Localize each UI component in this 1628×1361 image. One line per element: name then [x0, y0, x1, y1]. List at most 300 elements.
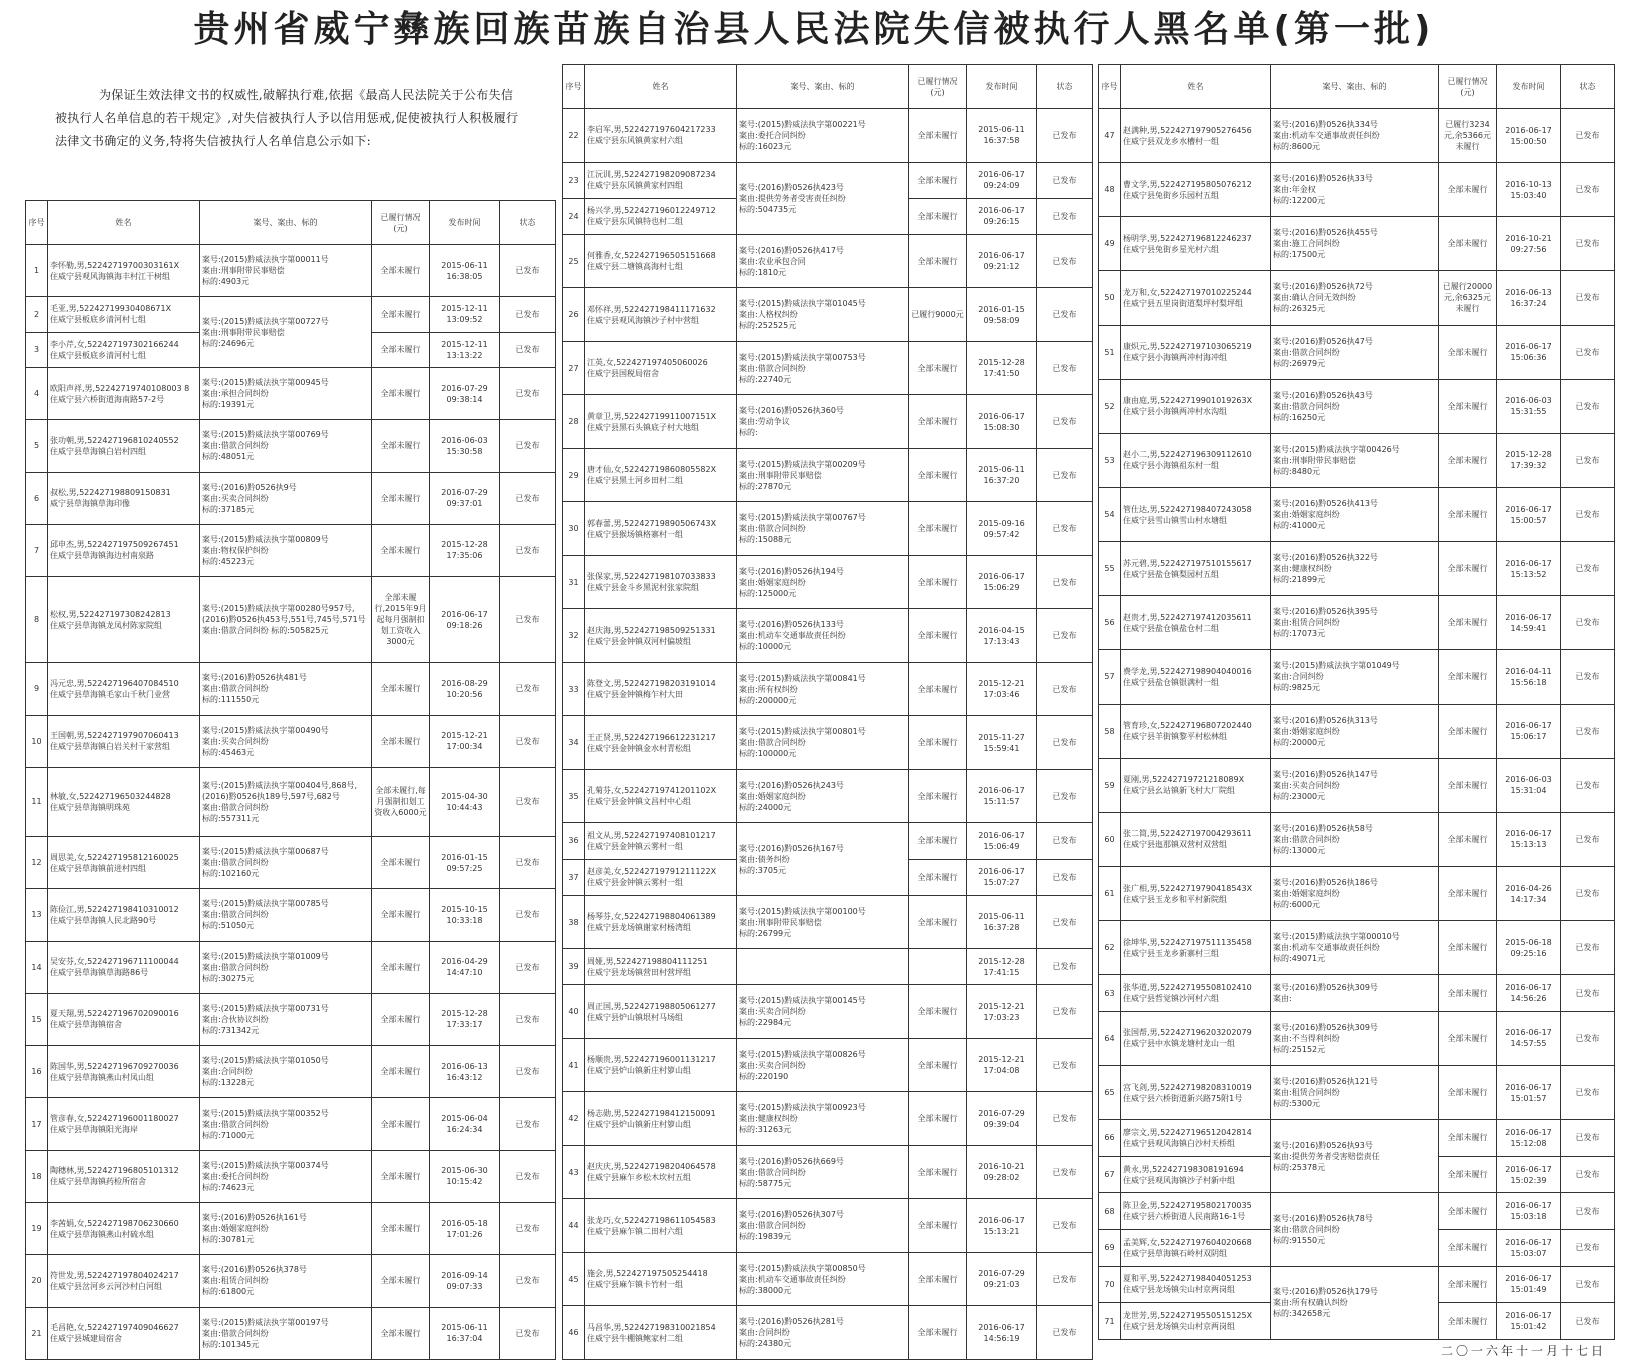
publish-time: 2015-12-21 17:03:46 — [967, 662, 1037, 716]
performance-status: 全部未履行 — [909, 985, 967, 1039]
table-row — [563, 985, 1093, 1039]
debtor-info: 李茜娟,女,522427198706230660 住威宁县草海镇燕山村硫水组 — [48, 1202, 200, 1254]
status-badge: 已发布 — [1037, 198, 1093, 234]
performance-status: 全部未履行 — [1439, 758, 1497, 812]
table-row — [26, 420, 556, 472]
row-number: 69 — [1099, 1230, 1121, 1267]
performance-status: 全部未履行 — [909, 1092, 967, 1146]
case-info: 案号:(2016)黔0526执417号 案由:农业承包合同 标的:1810元 — [737, 234, 909, 288]
performance-status: 全部未履行 — [909, 769, 967, 823]
publish-time: 2015-10-15 10:33:18 — [430, 889, 500, 941]
debtor-info: 李怀勒,男,52242719700303161X 住威宁县观风海镇海丰村江干树组 — [48, 245, 200, 297]
case-info: 案号:(2016)黔0526执334号 案由:机动车交通事故责任纠纷 标的:8600元 — [1271, 109, 1439, 163]
debtor-info: 祖文从,男,522427197408101217 住威宁县金钟镇云雾村一组 — [585, 823, 737, 859]
performance-status: 全部未履行 — [1439, 1193, 1497, 1230]
row-number: 3 — [26, 332, 48, 367]
debtor-info: 陈卫金,男,522427195802170035 住威宁县六桥街道人民南路16-1号 — [1121, 1193, 1271, 1230]
debtor-info: 赵庆庆,男,522427198204064578 住威宁县麻乍乡松木坎村五组 — [585, 1145, 737, 1199]
table-row — [26, 1307, 556, 1359]
performance-status: 全部未履行 — [909, 1306, 967, 1360]
publish-time: 2015-06-11 16:37:20 — [967, 448, 1037, 502]
case-info: 案号:(2015)黔威法执字第01050号 案由:合同纠纷 标的:13228元 — [200, 1046, 372, 1098]
row-number: 64 — [1099, 1011, 1121, 1065]
row-number: 56 — [1099, 596, 1121, 650]
publish-time: 2016-06-17 14:59:41 — [1497, 596, 1561, 650]
publish-time: 2016-06-17 15:08:30 — [967, 395, 1037, 449]
status-badge: 已发布 — [500, 368, 556, 420]
status-badge: 已发布 — [1037, 1038, 1093, 1092]
performance-status: 全部未履行 — [1439, 1266, 1497, 1303]
table-row — [563, 1092, 1093, 1146]
debtor-info: 管育珍,女,522427196807202440 住威宁县羊街镇黎平村松林组 — [1121, 704, 1271, 758]
debtor-info: 陈登文,男,522427198203191014 住威宁县金钟镇梅乍村大田 — [585, 662, 737, 716]
publish-time: 2016-06-03 15:30:58 — [430, 420, 500, 472]
case-info: 案号:(2016)黔0526执322号 案由:健康权纠纷 标的:21899元 — [1271, 542, 1439, 596]
performance-status: 全部未履行 — [909, 716, 967, 770]
debtor-info: 廖宗文,男,522427196512042814 住威宁县观风海镇白沙村天桥组 — [1121, 1120, 1271, 1157]
debtor-info: 龙世芳,男,52242719550515125X 住威宁县龙场镇尖山村京两岗组 — [1121, 1303, 1271, 1340]
row-number: 43 — [563, 1145, 585, 1199]
performance-status: 全部未履行 — [909, 341, 967, 395]
case-info: 案号:(2015)黔威法执字第00731号 案由:合伙协议纠纷 标的:731342元 — [200, 993, 372, 1045]
case-info: 案号:(2016)黔0526执309号 案由: — [1271, 975, 1439, 1012]
status-badge: 已发布 — [1037, 1092, 1093, 1146]
status-badge: 已发布 — [500, 245, 556, 297]
performance-status: 全部未履行 — [1439, 812, 1497, 866]
debtor-info: 赵贵才,男,522427197412035611 住威宁县盐仓镇盐仓村二组 — [1121, 596, 1271, 650]
performance-status: 全部未履行 — [1439, 704, 1497, 758]
row-number: 37 — [563, 859, 585, 895]
table-row — [26, 1098, 556, 1150]
row-number: 18 — [26, 1150, 48, 1202]
performance-status: 全部未履行 — [1439, 921, 1497, 975]
status-badge: 已发布 — [1037, 502, 1093, 556]
publish-time: 2016-06-17 15:12:08 — [1497, 1120, 1561, 1157]
case-info: 案号:(2015)黔威法执字第00145号 案由:买卖合同纠纷 标的:22984元 — [737, 985, 909, 1039]
status-badge: 已发布 — [500, 1307, 556, 1359]
row-number: 63 — [1099, 975, 1121, 1012]
case-info: 案号:(2015)黔威法执字第00404号,868号,(2016)黔0526执189号,597号,682号 案由:借款合同纠纷 标的:557311元 — [200, 767, 372, 836]
row-number: 27 — [563, 341, 585, 395]
table-row — [563, 1199, 1093, 1253]
performance-status: 全部未履行,2015年9月起每月强制扣划工资收入3000元 — [372, 577, 430, 663]
performance-status: 全部未履行 — [1439, 1303, 1497, 1340]
debtor-info: 邓怀祥,男,522427198411171632 住威宁县观风海镇沙子村中营组 — [585, 288, 737, 342]
publish-time: 2016-06-17 14:56:19 — [967, 1306, 1037, 1360]
debtor-info: 张国帮,男,522427196203202079 住威宁县中水镇龙塘村龙山一组 — [1121, 1011, 1271, 1065]
table-row — [26, 472, 556, 524]
row-number: 47 — [1099, 109, 1121, 163]
publish-time: 2016-04-15 17:13:43 — [967, 609, 1037, 663]
performance-status: 全部未履行 — [909, 448, 967, 502]
status-badge: 已发布 — [500, 1202, 556, 1254]
col-name: 姓名 — [1121, 65, 1271, 109]
publish-time: 2015-12-28 17:39:32 — [1497, 433, 1561, 487]
status-badge: 已发布 — [1561, 1011, 1615, 1065]
performance-status: 全部未履行 — [909, 198, 967, 234]
status-badge: 已发布 — [500, 663, 556, 715]
table-row — [1099, 1266, 1615, 1303]
row-number: 5 — [26, 420, 48, 472]
status-badge: 已发布 — [1561, 1066, 1615, 1120]
status-badge: 已发布 — [1561, 704, 1615, 758]
debtor-info: 符世发,男,522427197804024217 住威宁县岔河乡云河沙村白河组 — [48, 1255, 200, 1307]
publish-time: 2016-08-29 10:20:56 — [430, 663, 500, 715]
debtor-info: 龙万和,女,522427197010225244 住威宁县五里岗街道梨坪村梨坪组 — [1121, 271, 1271, 325]
row-number: 11 — [26, 767, 48, 836]
publish-time: 2015-06-11 16:37:04 — [430, 1307, 500, 1359]
status-badge: 已发布 — [500, 332, 556, 367]
status-badge: 已发布 — [500, 1046, 556, 1098]
table-row — [26, 837, 556, 889]
publish-time: 2016-05-18 17:01:26 — [430, 1202, 500, 1254]
row-number: 28 — [563, 395, 585, 449]
row-number: 60 — [1099, 812, 1121, 866]
publish-time: 2015-12-21 17:04:08 — [967, 1038, 1037, 1092]
publish-time: 2016-06-17 15:01:49 — [1497, 1266, 1561, 1303]
case-info: 案号:(2015)黔威法执字第01049号 案由:合同纠纷 标的:9825元 — [1271, 650, 1439, 704]
debtor-info: 郭春蕾,男,52242719890506743X 住威宁县猴场镇格寨村一组 — [585, 502, 737, 556]
col-name: 姓名 — [48, 201, 200, 245]
status-badge: 已发布 — [1037, 109, 1093, 163]
debtor-info: 管彦春,女,522427196001180027 住威宁县草海镇阳光海岸 — [48, 1098, 200, 1150]
status-badge: 已发布 — [500, 941, 556, 993]
table-row — [26, 993, 556, 1045]
publish-time: 2016-04-26 14:17:34 — [1497, 866, 1561, 920]
col-perf: 已履行情况(元) — [1439, 65, 1497, 109]
page-title: 贵州省威宁彝族回族苗族自治县人民法院失信被执行人黑名单(第一批) — [193, 9, 1435, 50]
status-badge: 已发布 — [500, 889, 556, 941]
publish-time: 2015-06-11 16:37:28 — [967, 895, 1037, 949]
debtor-info: 李启军,男,522427197604217233 住威宁县东风镇黄家村六组 — [585, 109, 737, 163]
case-info: 案号:(2016)黔0526执9号 案由:买卖合同纠纷 标的:37185元 — [200, 472, 372, 524]
debtor-info: 杨琴芬,女,522427198804061389 住威宁县龙场镇谢家村杨湾组 — [585, 895, 737, 949]
status-badge: 已发布 — [1037, 448, 1093, 502]
performance-status: 已履行9000元 — [909, 288, 967, 342]
performance-status: 全部未履行 — [372, 1307, 430, 1359]
row-number: 50 — [1099, 271, 1121, 325]
publish-time: 2015-12-21 17:00:34 — [430, 715, 500, 767]
table-row — [1099, 758, 1615, 812]
row-number: 46 — [563, 1306, 585, 1360]
table — [562, 64, 1093, 1360]
table-row — [1099, 1011, 1615, 1065]
row-number: 17 — [26, 1098, 48, 1150]
status-badge: 已发布 — [1037, 609, 1093, 663]
performance-status: 全部未履行 — [372, 420, 430, 472]
performance-status: 全部未履行 — [1439, 379, 1497, 433]
case-info: 案号:(2016)黔0526执669号 案由:借款合同纠纷 标的:58775元 — [737, 1145, 909, 1199]
status-badge: 已发布 — [1561, 921, 1615, 975]
publish-time: 2015-09-16 09:57:42 — [967, 502, 1037, 556]
case-info: 案号:(2016)黔0526执33号 案由:年金权 标的:12200元 — [1271, 163, 1439, 217]
performance-status: 全部未履行 — [1439, 1230, 1497, 1267]
row-number: 41 — [563, 1038, 585, 1092]
row-number: 54 — [1099, 487, 1121, 541]
case-info: 案号:(2016)黔0526执186号 案由:婚姻家庭纠纷 标的:6000元 — [1271, 866, 1439, 920]
case-info: 案号:(2016)黔0526执455号 案由:施工合同纠纷 标的:17500元 — [1271, 217, 1439, 271]
col-status: 状态 — [500, 201, 556, 245]
row-number: 66 — [1099, 1120, 1121, 1157]
status-badge: 已发布 — [1037, 823, 1093, 859]
row-number: 14 — [26, 941, 48, 993]
performance-status: 全部未履行 — [372, 1150, 430, 1202]
publish-time: 2016-06-17 15:06:17 — [1497, 704, 1561, 758]
case-info: 案号:(2015)黔威法执字第00769号 案由:借款合同纠纷 标的:48051元 — [200, 420, 372, 472]
performance-status: 全部未履行 — [909, 555, 967, 609]
row-number: 13 — [26, 889, 48, 941]
table-row — [26, 297, 556, 332]
status-badge: 已发布 — [1561, 1266, 1615, 1303]
status-badge: 已发布 — [1037, 288, 1093, 342]
col-no: 序号 — [26, 201, 48, 245]
performance-status: 全部未履行 — [372, 1202, 430, 1254]
case-info: 案号:(2016)黔0526执167号 案由:债务纠纷 标的:3705元 — [737, 823, 909, 895]
status-badge: 已发布 — [500, 993, 556, 1045]
status-badge: 已发布 — [1037, 716, 1093, 770]
publish-time: 2015-06-30 10:15:42 — [430, 1150, 500, 1202]
debtor-info: 毛亚,男,52242719930408671X 住威宁县板底乡清河村七组 — [48, 297, 200, 332]
row-number: 16 — [26, 1046, 48, 1098]
status-badge: 已发布 — [1037, 895, 1093, 949]
performance-status: 全部未履行 — [909, 609, 967, 663]
row-number: 29 — [563, 448, 585, 502]
table-row — [1099, 487, 1615, 541]
case-info: 案号:(2016)黔0526执243号 案由:婚姻家庭纠纷 标的:24000元 — [737, 769, 909, 823]
performance-status: 全部未履行 — [1439, 542, 1497, 596]
debtor-info: 管仕达,男,522427198407243058 住威宁县雪山镇雪山村水塘组 — [1121, 487, 1271, 541]
publish-time: 2016-07-29 09:39:04 — [967, 1092, 1037, 1146]
table-row — [563, 769, 1093, 823]
case-info: 案号:(2015)黔威法执字第00826号 案由:买卖合同纠纷 标的:220190 — [737, 1038, 909, 1092]
case-info: 案号:(2015)黔威法执字第00011号 案由:刑事附带民事赔偿 标的:4903元 — [200, 245, 372, 297]
performance-status: 全部未履行 — [1439, 487, 1497, 541]
performance-status: 全部未履行 — [372, 889, 430, 941]
debtor-info: 赵庆海,男,522427198509251331 住威宁县金钟镇双河村偏坡组 — [585, 609, 737, 663]
debtor-info: 张广相,男,52242719790418543X 住威宁县玉龙乡和平村新院组 — [1121, 866, 1271, 920]
row-number: 67 — [1099, 1156, 1121, 1193]
status-badge: 已发布 — [1561, 1156, 1615, 1193]
publish-time: 2016-10-13 15:03:40 — [1497, 163, 1561, 217]
blacklist-table-2 — [562, 64, 1092, 1360]
row-number: 38 — [563, 895, 585, 949]
row-number: 53 — [1099, 433, 1121, 487]
table-row — [563, 1038, 1093, 1092]
table-row — [26, 577, 556, 663]
status-badge: 已发布 — [500, 297, 556, 332]
debtor-info: 宫飞剑,男,522427198208310019 住威宁县六桥街道新兴路75附1号 — [1121, 1066, 1271, 1120]
case-info: 案号:(2015)黔威法执字第00785号 案由:借款合同纠纷 标的:51050元 — [200, 889, 372, 941]
debtor-info: 张功朝,男,522427196810240552 住威宁县草海镇白岩村四组 — [48, 420, 200, 472]
performance-status: 全部未履行 — [372, 524, 430, 576]
debtor-info: 松权,男,522427197308242813 住威宁县草海镇龙凤村陈家院组 — [48, 577, 200, 663]
performance-status: 全部未履行 — [909, 234, 967, 288]
debtor-info: 江英,女,522427197405060026 住威宁县国税局宿舍 — [585, 341, 737, 395]
performance-status: 已履行3234元,余5366元未履行 — [1439, 109, 1497, 163]
table-row — [1099, 109, 1615, 163]
status-badge: 已发布 — [500, 1255, 556, 1307]
status-badge: 已发布 — [1037, 555, 1093, 609]
row-number: 31 — [563, 555, 585, 609]
performance-status: 全部未履行 — [1439, 433, 1497, 487]
debtor-info: 杨明学,男,522427196812246237 住威宁县兔街乡星光村六组 — [1121, 217, 1271, 271]
table-row — [26, 245, 556, 297]
status-badge: 已发布 — [500, 524, 556, 576]
case-info: 案号:(2016)黔0526执481号 案由:借款合同纠纷 标的:111550元 — [200, 663, 372, 715]
performance-status: 全部未履行 — [372, 368, 430, 420]
col-status: 状态 — [1037, 65, 1093, 109]
row-number: 6 — [26, 472, 48, 524]
publish-time: 2016-06-13 16:37:24 — [1497, 271, 1561, 325]
debtor-info: 陈国华,男,522427196709270036 住威宁县草海镇燕山村凤山组 — [48, 1046, 200, 1098]
col-case: 案号、案由、标的 — [1271, 65, 1439, 109]
debtor-info: 费学龙,男,522427198904040016 住威宁县盐仓镇银满村一组 — [1121, 650, 1271, 704]
table-row — [563, 823, 1093, 859]
status-badge: 已发布 — [1561, 1120, 1615, 1157]
status-badge: 已发布 — [500, 767, 556, 836]
table-row — [1099, 866, 1615, 920]
table-row — [1099, 1193, 1615, 1230]
col-case: 案号、案由、标的 — [200, 201, 372, 245]
performance-status: 全部未履行 — [372, 1098, 430, 1150]
publish-time: 2015-12-28 17:41:15 — [967, 949, 1037, 985]
performance-status: 全部未履行 — [909, 895, 967, 949]
performance-status: 全部未履行 — [372, 1255, 430, 1307]
case-info: 案号:(2016)黔0526执47号 案由:借款合同纠纷 标的:26979元 — [1271, 325, 1439, 379]
status-badge: 已发布 — [1561, 1193, 1615, 1230]
case-info: 案号:(2016)黔0526执78号 案由:借款合同纠纷 标的:91550元 — [1271, 1193, 1439, 1266]
table-row — [563, 662, 1093, 716]
performance-status: 全部未履行 — [372, 837, 430, 889]
table-row — [1099, 921, 1615, 975]
row-number: 48 — [1099, 163, 1121, 217]
table-row — [26, 1255, 556, 1307]
status-badge: 已发布 — [1037, 395, 1093, 449]
status-badge: 已发布 — [1037, 1306, 1093, 1360]
row-number: 30 — [563, 502, 585, 556]
publish-time: 2016-06-17 15:13:52 — [1497, 542, 1561, 596]
performance-status: 全部未履行 — [909, 162, 967, 198]
performance-status: 全部未履行 — [1439, 1120, 1497, 1157]
table-row — [563, 716, 1093, 770]
row-number: 10 — [26, 715, 48, 767]
table-row — [563, 234, 1093, 288]
table-row — [1099, 542, 1615, 596]
status-badge: 已发布 — [1561, 109, 1615, 163]
publish-time: 2016-06-17 09:18:26 — [430, 577, 500, 663]
debtor-info: 张保家,男,522427198107033833 住威宁县金斗乡黑泥村张家院组 — [585, 555, 737, 609]
status-badge: 已发布 — [500, 420, 556, 472]
debtor-info: 周正国,男,522427198805061277 住威宁县炉山镇垠村马场组 — [585, 985, 737, 1039]
col-time: 发布时间 — [430, 201, 500, 245]
publish-time: 2016-06-17 15:06:36 — [1497, 325, 1561, 379]
table-row — [26, 663, 556, 715]
publish-time: 2016-06-17 15:02:39 — [1497, 1156, 1561, 1193]
debtor-info: 林敏,女,522427196503244828 住威宁县草海镇明珠苑 — [48, 767, 200, 836]
debtor-info: 欧阳声祥,男,52242719740108003 8 住威宁县六桥街道海南路57-2号 — [48, 368, 200, 420]
performance-status: 全部未履行 — [372, 941, 430, 993]
status-badge: 已发布 — [1037, 1199, 1093, 1253]
table-row — [563, 395, 1093, 449]
row-number: 61 — [1099, 866, 1121, 920]
row-number: 23 — [563, 162, 585, 198]
row-number: 70 — [1099, 1266, 1121, 1303]
table-row — [1099, 1066, 1615, 1120]
debtor-info: 孔菊芬,女,52242719741201102X 住威宁县金钟镇文昌村中心组 — [585, 769, 737, 823]
debtor-info: 康炽元,男,522427197103065219 住威宁县小海镇两冲村海冲组 — [1121, 325, 1271, 379]
performance-status: 全部未履行 — [1439, 866, 1497, 920]
status-badge: 已发布 — [1561, 758, 1615, 812]
case-info: 案号:(2016)黔0526执194号 案由:婚姻家庭纠纷 标的:125000元 — [737, 555, 909, 609]
performance-status: 全部未履行 — [372, 297, 430, 332]
performance-status: 全部未履行 — [372, 472, 430, 524]
debtor-info: 周娅,男,522427198804111251 住威宁县龙场镇营田村营坪组 — [585, 949, 737, 985]
blacklist-table-3 — [1098, 64, 1614, 1340]
table-row — [1099, 271, 1615, 325]
col-time: 发布时间 — [967, 65, 1037, 109]
case-info: 案号:(2016)黔0526执413号 案由:婚姻家庭纠纷 标的:41000元 — [1271, 487, 1439, 541]
publish-time: 2015-12-28 17:41:50 — [967, 341, 1037, 395]
debtor-info: 陈俭江,男,522427198410310012 住威宁县草海镇人民北路90号 — [48, 889, 200, 941]
performance-status: 全部未履行 — [909, 502, 967, 556]
row-number: 51 — [1099, 325, 1121, 379]
performance-status: 全部未履行 — [909, 859, 967, 895]
case-info: 案号:(2016)黔0526执72号 案由:确认合同无效纠纷 标的:26325元 — [1271, 271, 1439, 325]
publish-time: 2015-06-18 09:25:16 — [1497, 921, 1561, 975]
status-badge: 已发布 — [1561, 163, 1615, 217]
performance-status: 全部未履行 — [1439, 325, 1497, 379]
row-number: 55 — [1099, 542, 1121, 596]
performance-status: 全部未履行 — [372, 1046, 430, 1098]
publish-time: 2016-06-17 15:11:57 — [967, 769, 1037, 823]
publish-time: 2015-11-27 15:59:41 — [967, 716, 1037, 770]
case-info: 案号:(2016)黔0526执281号 案由:合同纠纷 标的:24380元 — [737, 1306, 909, 1360]
debtor-info: 赵满种,男,522427197905276456 住威宁县双龙乡水槽村一组 — [1121, 109, 1271, 163]
performance-status: 全部未履行 — [372, 715, 430, 767]
table-row — [26, 1046, 556, 1098]
table-row — [1099, 163, 1615, 217]
debtor-info: 王正贤,男,522427196612231217 住威宁县金钟镇金水村青松组 — [585, 716, 737, 770]
blacklist-table-1 — [25, 200, 555, 1360]
case-info: 案号:(2016)黔0526执161号 案由:婚姻家庭纠纷 标的:30781元 — [200, 1202, 372, 1254]
table-row — [563, 162, 1093, 198]
table-row — [26, 524, 556, 576]
status-badge: 已发布 — [1037, 234, 1093, 288]
case-info: 案号:(2015)黔威法执字第00801号 案由:借款合同纠纷 标的:100000元 — [737, 716, 909, 770]
table-row — [563, 502, 1093, 556]
performance-status: 全部未履行 — [909, 1038, 967, 1092]
case-info: 案号:(2015)黔威法执字第01045号 案由:人格权纠纷 标的:252525元 — [737, 288, 909, 342]
case-info: 案号:(2015)黔威法执字第00945号 案由:承担合同纠纷 标的:19391元 — [200, 368, 372, 420]
performance-status: 全部未履行 — [1439, 217, 1497, 271]
debtor-info: 江沅训,男,522427198209087234 住威宁县东风镇黄家村四组 — [585, 162, 737, 198]
row-number: 21 — [26, 1307, 48, 1359]
status-badge: 已发布 — [1561, 271, 1615, 325]
row-number: 58 — [1099, 704, 1121, 758]
performance-status: 全部未履行 — [909, 1252, 967, 1306]
performance-status: 全部未履行 — [909, 1199, 967, 1253]
table-row — [1099, 596, 1615, 650]
case-info — [737, 949, 909, 985]
debtor-info: 张二简,男,522427197004293611 住威宁县迤那镇双营村双营组 — [1121, 812, 1271, 866]
case-info: 案号:(2015)黔威法执字第00850号 案由:机动车交通事故责任纠纷 标的:38000元 — [737, 1252, 909, 1306]
row-number: 59 — [1099, 758, 1121, 812]
case-info: 案号:(2015)黔威法执字第00841号 案由:所有权纠纷 标的:200000元 — [737, 662, 909, 716]
table — [1098, 64, 1615, 1340]
publish-time: 2016-07-29 09:38:14 — [430, 368, 500, 420]
status-badge: 已发布 — [1037, 985, 1093, 1039]
publish-time: 2016-06-17 15:03:07 — [1497, 1230, 1561, 1267]
